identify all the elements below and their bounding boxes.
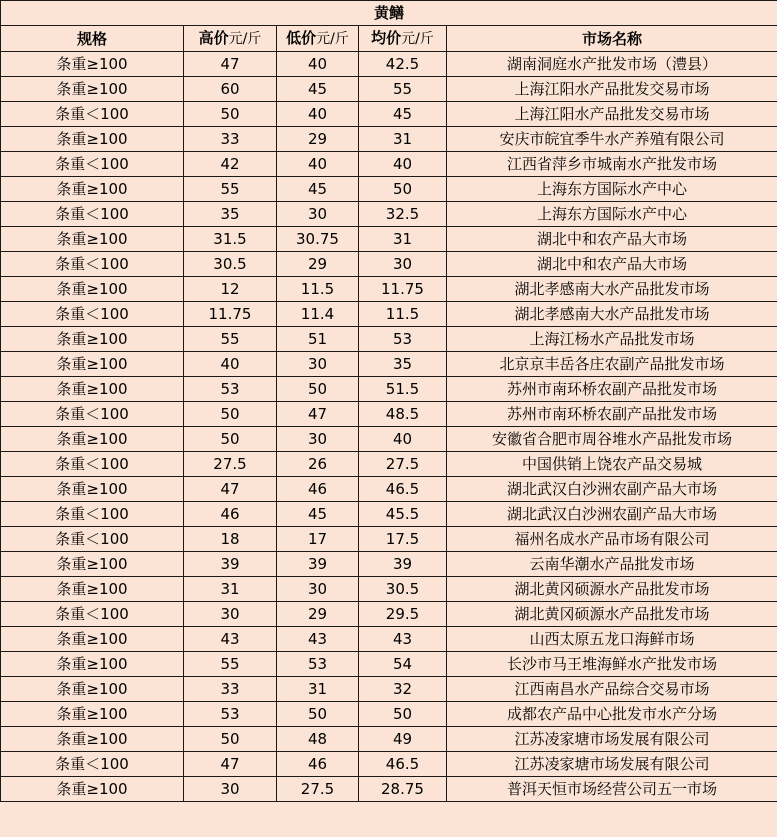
cell-market: 湖南洞庭水产批发市场（澧县） xyxy=(447,52,777,77)
cell-spec: 条重≥100 xyxy=(1,627,184,652)
table-row xyxy=(1,52,777,77)
cell-spec: 条重≥100 xyxy=(1,727,184,752)
cell-low: 53 xyxy=(277,652,359,677)
cell-market: 湖北武汉白沙洲农副产品大市场 xyxy=(447,502,777,527)
cell-low: 29 xyxy=(277,252,359,277)
cell-high: 30 xyxy=(184,777,277,802)
cell-market: 北京京丰岳各庄农副产品批发市场 xyxy=(447,352,777,377)
cell-high: 53 xyxy=(184,702,277,727)
cell-low: 43 xyxy=(277,627,359,652)
table-row xyxy=(1,227,777,252)
table-row xyxy=(1,577,777,602)
cell-avg: 49 xyxy=(359,727,447,752)
cell-high: 50 xyxy=(184,102,277,127)
cell-high: 50 xyxy=(184,402,277,427)
cell-spec: 条重≥100 xyxy=(1,277,184,302)
cell-spec: 条重＜100 xyxy=(1,752,184,777)
table-row xyxy=(1,252,777,277)
cell-avg: 31 xyxy=(359,127,447,152)
cell-high: 46 xyxy=(184,502,277,527)
cell-low: 46 xyxy=(277,752,359,777)
table-row xyxy=(1,477,777,502)
header-avg xyxy=(359,26,447,52)
cell-avg: 30 xyxy=(359,252,447,277)
cell-avg: 55 xyxy=(359,77,447,102)
cell-low: 30 xyxy=(277,427,359,452)
cell-high: 50 xyxy=(184,727,277,752)
cell-high: 30 xyxy=(184,602,277,627)
cell-high: 33 xyxy=(184,127,277,152)
table-row xyxy=(1,527,777,552)
cell-spec: 条重≥100 xyxy=(1,652,184,677)
cell-low: 29 xyxy=(277,127,359,152)
cell-market: 长沙市马王堆海鲜水产批发市场 xyxy=(447,652,777,677)
cell-low: 29 xyxy=(277,602,359,627)
cell-high: 53 xyxy=(184,377,277,402)
cell-avg: 29.5 xyxy=(359,602,447,627)
table-title: 黄鳝 xyxy=(1,1,777,26)
cell-market: 成都农产品中心批发市水产分场 xyxy=(447,702,777,727)
cell-high: 40 xyxy=(184,352,277,377)
cell-avg: 31 xyxy=(359,227,447,252)
cell-low: 51 xyxy=(277,327,359,352)
header-low xyxy=(277,26,359,52)
cell-avg: 45.5 xyxy=(359,502,447,527)
cell-avg: 45 xyxy=(359,102,447,127)
cell-market: 苏州市南环桥农副产品批发市场 xyxy=(447,402,777,427)
cell-market: 安庆市皖宜季牛水产养殖有限公司 xyxy=(447,127,777,152)
header-avg-unit: 元/斤 xyxy=(401,31,434,47)
cell-high: 39 xyxy=(184,552,277,577)
cell-market: 湖北孝感南大水产品批发市场 xyxy=(447,302,777,327)
cell-avg: 40 xyxy=(359,427,447,452)
cell-spec: 条重≥100 xyxy=(1,352,184,377)
cell-high: 47 xyxy=(184,477,277,502)
cell-high: 42 xyxy=(184,152,277,177)
cell-avg: 30.5 xyxy=(359,577,447,602)
cell-spec: 条重≥100 xyxy=(1,227,184,252)
table-row xyxy=(1,102,777,127)
cell-spec: 条重≥100 xyxy=(1,52,184,77)
cell-market: 上海江阳水产品批发交易市场 xyxy=(447,77,777,102)
table-row xyxy=(1,677,777,702)
cell-avg: 54 xyxy=(359,652,447,677)
cell-spec: 条重≥100 xyxy=(1,77,184,102)
cell-market: 湖北黄冈硕源水产品批发市场 xyxy=(447,577,777,602)
cell-avg: 11.5 xyxy=(359,302,447,327)
cell-high: 35 xyxy=(184,202,277,227)
header-spec: 规格 xyxy=(1,26,184,52)
header-avg-label: 均价 xyxy=(371,29,402,47)
cell-market: 山西太原五龙口海鲜市场 xyxy=(447,627,777,652)
cell-high: 33 xyxy=(184,677,277,702)
cell-avg: 28.75 xyxy=(359,777,447,802)
cell-low: 11.4 xyxy=(277,302,359,327)
cell-low: 30 xyxy=(277,202,359,227)
cell-market: 湖北黄冈硕源水产品批发市场 xyxy=(447,602,777,627)
cell-high: 50 xyxy=(184,427,277,452)
cell-avg: 27.5 xyxy=(359,452,447,477)
cell-low: 40 xyxy=(277,102,359,127)
table-row xyxy=(1,77,777,102)
cell-market: 江苏凌家塘市场发展有限公司 xyxy=(447,727,777,752)
cell-high: 55 xyxy=(184,327,277,352)
cell-avg: 32.5 xyxy=(359,202,447,227)
table-row xyxy=(1,402,777,427)
table-row xyxy=(1,302,777,327)
cell-low: 30.75 xyxy=(277,227,359,252)
table-row xyxy=(1,277,777,302)
cell-low: 45 xyxy=(277,177,359,202)
cell-avg: 43 xyxy=(359,627,447,652)
cell-market: 湖北武汉白沙洲农副产品大市场 xyxy=(447,477,777,502)
table-row xyxy=(1,727,777,752)
cell-low: 17 xyxy=(277,527,359,552)
cell-high: 55 xyxy=(184,652,277,677)
cell-avg: 46.5 xyxy=(359,477,447,502)
table-row xyxy=(1,202,777,227)
cell-avg: 42.5 xyxy=(359,52,447,77)
cell-market: 湖北中和农产品大市场 xyxy=(447,227,777,252)
header-high-unit: 元/斤 xyxy=(228,31,262,47)
cell-high: 30.5 xyxy=(184,252,277,277)
table-title-row xyxy=(1,1,777,26)
table-body xyxy=(1,52,777,802)
header-low-label: 低价 xyxy=(286,29,317,47)
cell-low: 27.5 xyxy=(277,777,359,802)
cell-high: 60 xyxy=(184,77,277,102)
cell-market: 福州名成水产品市场有限公司 xyxy=(447,527,777,552)
cell-low: 26 xyxy=(277,452,359,477)
cell-spec: 条重＜100 xyxy=(1,252,184,277)
cell-market: 上海东方国际水产中心 xyxy=(447,202,777,227)
cell-high: 12 xyxy=(184,277,277,302)
cell-spec: 条重＜100 xyxy=(1,302,184,327)
cell-low: 30 xyxy=(277,352,359,377)
cell-low: 11.5 xyxy=(277,277,359,302)
cell-high: 11.75 xyxy=(184,302,277,327)
cell-spec: 条重＜100 xyxy=(1,152,184,177)
cell-high: 27.5 xyxy=(184,452,277,477)
cell-low: 47 xyxy=(277,402,359,427)
cell-avg: 17.5 xyxy=(359,527,447,552)
cell-high: 31 xyxy=(184,577,277,602)
cell-market: 上海江杨水产品批发市场 xyxy=(447,327,777,352)
header-low-unit: 元/斤 xyxy=(316,31,349,47)
cell-market: 湖北中和农产品大市场 xyxy=(447,252,777,277)
cell-avg: 46.5 xyxy=(359,752,447,777)
table-row xyxy=(1,127,777,152)
cell-high: 31.5 xyxy=(184,227,277,252)
table-row xyxy=(1,777,777,802)
cell-spec: 条重＜100 xyxy=(1,452,184,477)
cell-spec: 条重＜100 xyxy=(1,602,184,627)
cell-spec: 条重≥100 xyxy=(1,177,184,202)
cell-low: 40 xyxy=(277,52,359,77)
cell-avg: 32 xyxy=(359,677,447,702)
cell-spec: 条重＜100 xyxy=(1,102,184,127)
cell-high: 18 xyxy=(184,527,277,552)
table-header-row xyxy=(1,26,777,52)
table-row xyxy=(1,177,777,202)
cell-low: 31 xyxy=(277,677,359,702)
cell-market: 安徽省合肥市周谷堆水产品批发市场 xyxy=(447,427,777,452)
cell-spec: 条重≥100 xyxy=(1,427,184,452)
cell-spec: 条重≥100 xyxy=(1,327,184,352)
cell-spec: 条重≥100 xyxy=(1,677,184,702)
cell-spec: 条重≥100 xyxy=(1,577,184,602)
table-row xyxy=(1,752,777,777)
header-high xyxy=(184,26,277,52)
table-row xyxy=(1,352,777,377)
cell-high: 47 xyxy=(184,752,277,777)
cell-market: 云南华潮水产品批发市场 xyxy=(447,552,777,577)
table-row xyxy=(1,427,777,452)
cell-low: 50 xyxy=(277,377,359,402)
table-row xyxy=(1,377,777,402)
cell-avg: 40 xyxy=(359,152,447,177)
cell-spec: 条重≥100 xyxy=(1,377,184,402)
cell-market: 江西南昌水产品综合交易市场 xyxy=(447,677,777,702)
cell-spec: 条重＜100 xyxy=(1,202,184,227)
table-row xyxy=(1,627,777,652)
table-row xyxy=(1,152,777,177)
cell-avg: 39 xyxy=(359,552,447,577)
cell-high: 43 xyxy=(184,627,277,652)
cell-avg: 11.75 xyxy=(359,277,447,302)
cell-low: 48 xyxy=(277,727,359,752)
cell-avg: 35 xyxy=(359,352,447,377)
table-row xyxy=(1,502,777,527)
cell-spec: 条重≥100 xyxy=(1,477,184,502)
cell-spec: 条重≥100 xyxy=(1,777,184,802)
cell-spec: 条重≥100 xyxy=(1,702,184,727)
table-row xyxy=(1,327,777,352)
cell-spec: 条重≥100 xyxy=(1,127,184,152)
table-row xyxy=(1,552,777,577)
cell-low: 45 xyxy=(277,77,359,102)
cell-low: 46 xyxy=(277,477,359,502)
cell-spec: 条重≥100 xyxy=(1,552,184,577)
cell-market: 普洱天恒市场经营公司五一市场 xyxy=(447,777,777,802)
cell-market: 上海东方国际水产中心 xyxy=(447,177,777,202)
cell-low: 50 xyxy=(277,702,359,727)
cell-low: 39 xyxy=(277,552,359,577)
cell-low: 30 xyxy=(277,577,359,602)
cell-spec: 条重＜100 xyxy=(1,502,184,527)
table-row xyxy=(1,702,777,727)
table-row xyxy=(1,452,777,477)
cell-spec: 条重＜100 xyxy=(1,402,184,427)
cell-market: 江苏凌家塘市场发展有限公司 xyxy=(447,752,777,777)
cell-avg: 48.5 xyxy=(359,402,447,427)
cell-market: 中国供销上饶农产品交易城 xyxy=(447,452,777,477)
cell-avg: 53 xyxy=(359,327,447,352)
cell-avg: 50 xyxy=(359,702,447,727)
cell-low: 45 xyxy=(277,502,359,527)
cell-market: 湖北孝感南大水产品批发市场 xyxy=(447,277,777,302)
cell-high: 47 xyxy=(184,52,277,77)
cell-market: 江西省萍乡市城南水产批发市场 xyxy=(447,152,777,177)
cell-avg: 50 xyxy=(359,177,447,202)
header-high-label: 高价 xyxy=(198,29,229,47)
cell-avg: 51.5 xyxy=(359,377,447,402)
cell-market: 上海江阳水产品批发交易市场 xyxy=(447,102,777,127)
cell-spec: 条重＜100 xyxy=(1,527,184,552)
header-market: 市场名称 xyxy=(447,26,777,52)
table-row xyxy=(1,652,777,677)
table-row xyxy=(1,602,777,627)
cell-high: 55 xyxy=(184,177,277,202)
cell-low: 40 xyxy=(277,152,359,177)
cell-market: 苏州市南环桥农副产品批发市场 xyxy=(447,377,777,402)
